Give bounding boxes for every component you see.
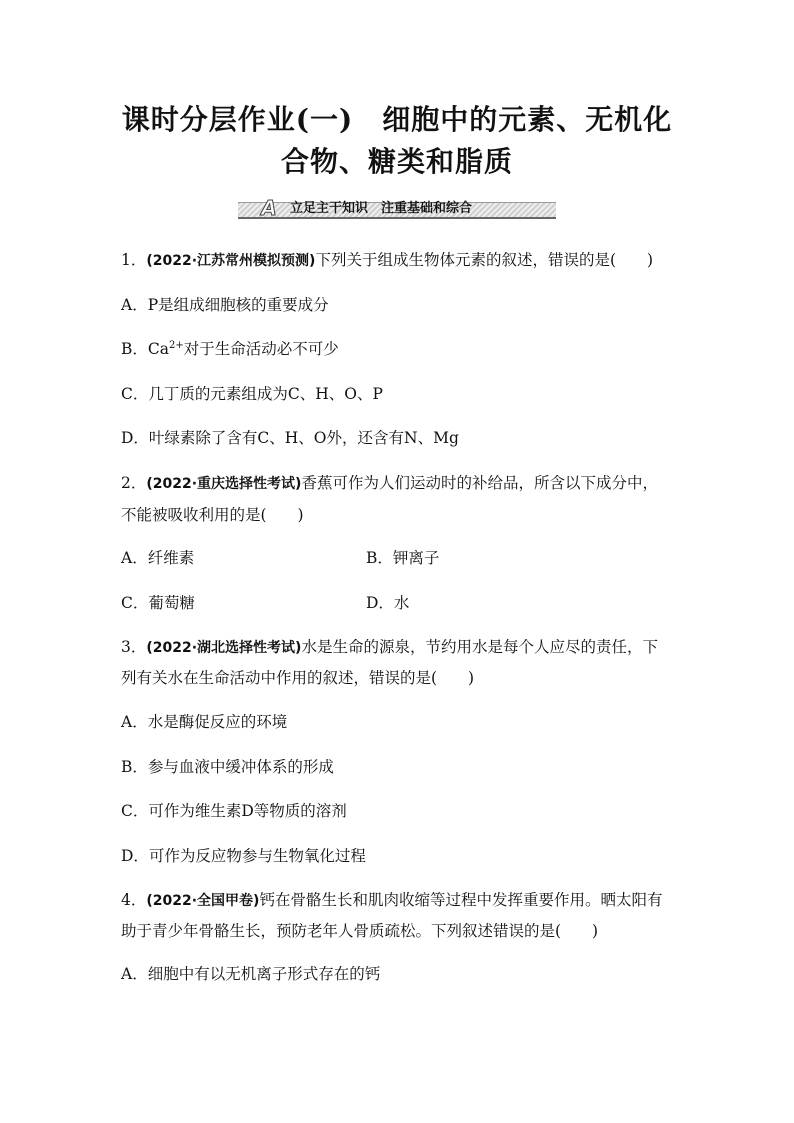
q1-option-c: C．几丁质的元素组成为C、H、O、P bbox=[121, 385, 383, 403]
question-source: (2022·全国甲卷) bbox=[146, 893, 260, 909]
question-text: 下列关于组成生物体元素的叙述，错误的是( ) bbox=[315, 251, 654, 269]
question-number: 4． bbox=[121, 891, 147, 909]
q4-option-a: A．细胞中有以无机离子形式存在的钙 bbox=[121, 965, 381, 983]
page-title-line1: 课时分层作业(一) 细胞中的元素、无机化 bbox=[121, 103, 673, 136]
q1-option-d: D．叶绿素除了含有C、H、O外，还含有N、Mg bbox=[121, 429, 459, 447]
question-source: (2022·湖北选择性考试) bbox=[146, 640, 302, 656]
question-2-stem-cont: 不能被吸收利用的是( ) bbox=[121, 506, 304, 524]
q2-option-c: C．葡萄糖 bbox=[121, 594, 195, 612]
question-1-stem bbox=[121, 250, 653, 271]
question-text: 水是生命的源泉，节约用水是每个人应尽的责任，下 bbox=[301, 638, 658, 656]
superscript-charge: 2+ bbox=[169, 339, 184, 351]
question-3-stem bbox=[121, 637, 658, 658]
q3-option-c: C．可作为维生素D等物质的溶剂 bbox=[121, 802, 347, 820]
question-3-stem-cont: 列有关水在生命活动中作用的叙述，错误的是( ) bbox=[121, 669, 475, 687]
question-number: 2． bbox=[121, 474, 147, 492]
question-number: 1． bbox=[121, 251, 147, 269]
q2-option-a: A．纤维素 bbox=[121, 549, 195, 567]
q3-option-d: D．可作为反应物参与生物氧化过程 bbox=[121, 847, 366, 865]
question-2-stem bbox=[121, 473, 658, 494]
q3-option-b: B．参与血液中缓冲体系的形成 bbox=[121, 758, 334, 776]
q2-option-d: D．水 bbox=[366, 594, 410, 612]
q2-option-b: B．钾离子 bbox=[366, 549, 440, 567]
question-number: 3． bbox=[121, 638, 147, 656]
page-title-line2: 合物、糖类和脂质 bbox=[280, 145, 513, 178]
q1-option-a: A．P是组成细胞核的重要成分 bbox=[121, 296, 329, 314]
section-a-badge-icon: A bbox=[261, 196, 277, 220]
question-4-stem bbox=[121, 890, 662, 911]
section-banner-text: 立足主干知识 注重基础和综合 bbox=[290, 201, 473, 216]
option-b-text: 对于生命活动必不可少 bbox=[183, 340, 339, 358]
question-4-stem-cont: 助于青少年骨骼生长，预防老年人骨质疏松。下列叙述错误的是( ) bbox=[121, 922, 599, 940]
question-source: (2022·江苏常州模拟预测) bbox=[146, 253, 316, 269]
question-text: 香蕉可作为人们运动时的补给品，所含以下成分中， bbox=[301, 474, 658, 492]
option-b-prefix: B．Ca bbox=[121, 340, 169, 358]
section-banner bbox=[238, 198, 556, 220]
question-text: 钙在骨骼生长和肌肉收缩等过程中发挥重要作用。晒太阳有 bbox=[259, 891, 663, 909]
question-source: (2022·重庆选择性考试) bbox=[146, 476, 302, 492]
q3-option-a: A．水是酶促反应的环境 bbox=[121, 713, 288, 731]
q1-option-b bbox=[121, 339, 339, 359]
